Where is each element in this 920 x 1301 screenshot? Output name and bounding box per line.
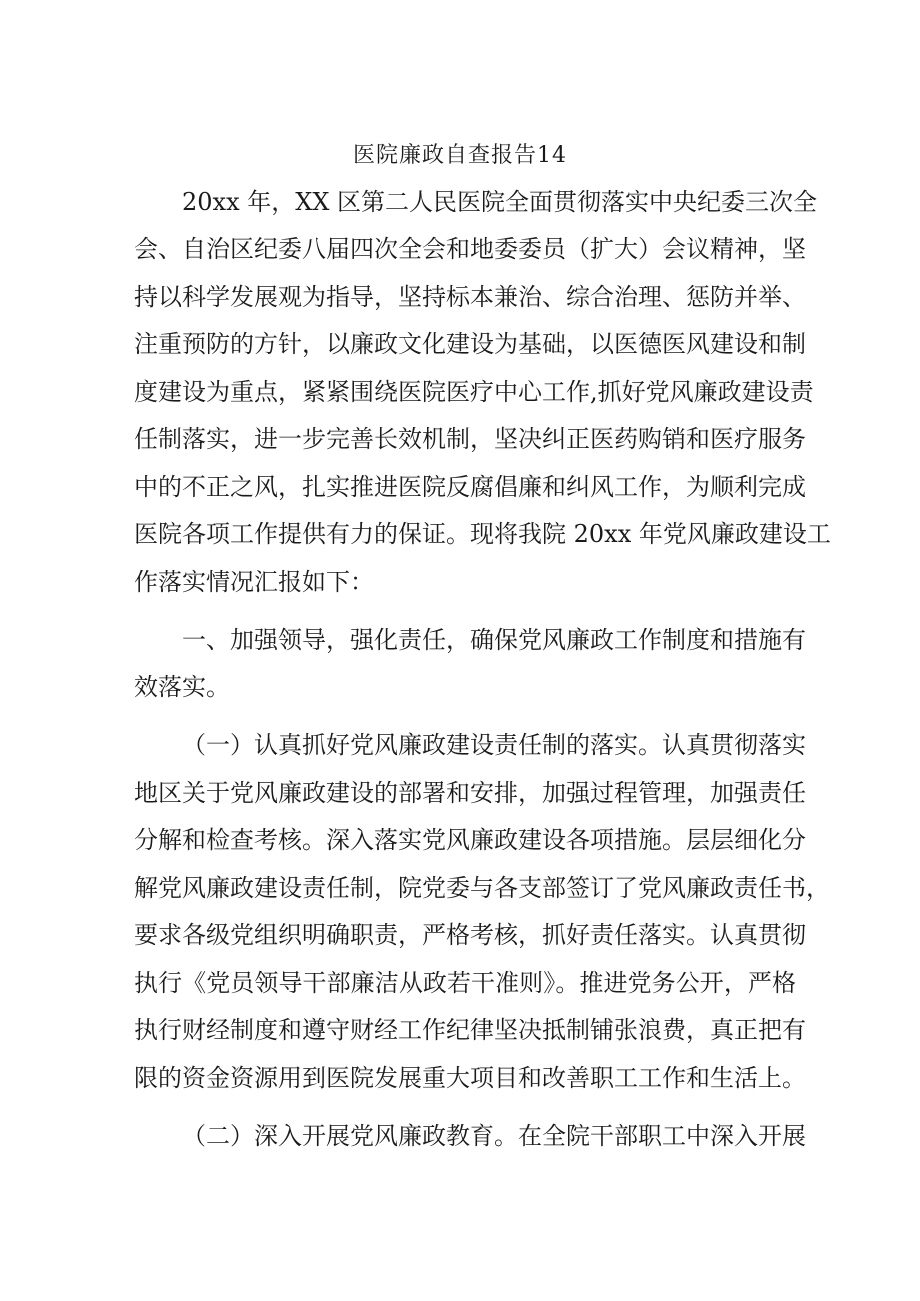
section-heading-line-2: 效落实。 (134, 673, 230, 701)
paragraph-1-line-8: 医院各项工作提供有力的保证。现将我院 20xx 年党风廉政建设工 (134, 520, 831, 548)
paragraph-1-line-3: 持以科学发展观为指导，坚持标本兼治、综合治理、惩防并举、 (134, 283, 806, 311)
paragraph-1-line-4: 注重预防的方针，以廉政文化建设为基础，以医德医风建设和制 (134, 330, 806, 358)
paragraph-1-line-7: 中的不正之风，扎实推进医院反腐倡廉和纠风工作，为顺利完成 (134, 473, 806, 501)
paragraph-1-line-6: 任制落实，进一步完善长效机制，坚决纠正医药购销和医疗服务 (134, 425, 806, 453)
section-heading-line-1: 一、加强领导，强化责任，确保党风廉政工作制度和措施有 (182, 626, 806, 654)
subsection-1-line-7: 执行财经制度和遵守财经工作纪律坚决抵制铺张浪费，真正把有 (134, 1016, 806, 1044)
document-title: 医院廉政自查报告14 (353, 143, 567, 168)
paragraph-1-line-5: 度建设为重点，紧紧围绕医院医疗中心工作,抓好党风廉政建设责 (134, 378, 814, 406)
subsection-1-line-8: 限的资金资源用到医院发展重大项目和改善职工工作和生活上。 (134, 1064, 806, 1092)
paragraph-1-line-1: 20xx 年，XX 区第二人民医院全面贯彻落实中央纪委三次全 (182, 188, 818, 216)
paragraph-1-line-9: 作落实情况汇报如下： (134, 568, 374, 596)
paragraph-1-line-2: 会、自治区纪委八届四次全会和地委委员（扩大）会议精神，坚 (134, 235, 806, 263)
subsection-1-line-2: 地区关于党风廉政建设的部署和安排，加强过程管理，加强责任 (134, 779, 806, 807)
subsection-1-line-4: 解党风廉政建设责任制，院党委与各支部签订了党风廉政责任书， (134, 874, 830, 902)
subsection-1-line-6: 执行《党员领导干部廉洁从政若干准则》。推进党务公开，严格 (134, 969, 796, 997)
subsection-1-line-3: 分解和检查考核。深入落实党风廉政建设各项措施。层层细化分 (134, 826, 806, 854)
subsection-1-line-1: （一）认真抓好党风廉政建设责任制的落实。认真贯彻落实 (182, 731, 806, 759)
subsection-2-line-1: （二）深入开展党风廉政教育。在全院干部职工中深入开展 (182, 1122, 806, 1150)
subsection-1-line-5: 要求各级党组织明确职责，严格考核，抓好责任落实。认真贯彻 (134, 921, 806, 949)
